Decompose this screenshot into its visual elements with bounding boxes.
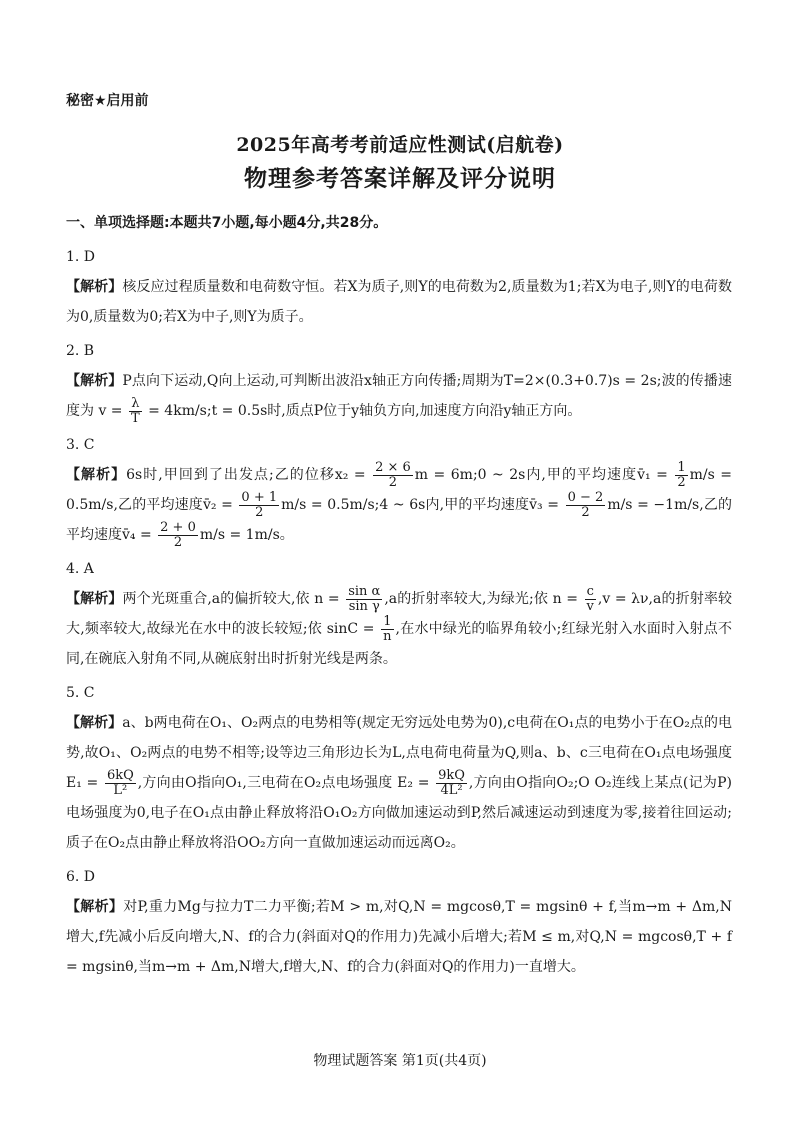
explanation-tag: 【解析】	[66, 899, 124, 915]
q3-text-4: m/s = 0.5m/s;4 ~ 6s内,甲的平均速度v̄₃ =	[281, 497, 564, 513]
q4-fraction-2	[585, 585, 596, 614]
fraction-numerator: sin α	[348, 583, 381, 599]
explanation-tag: 【解析】	[66, 373, 123, 389]
explanation-tag: 【解析】	[66, 279, 123, 295]
q1-text: 核反应过程质量数和电荷数守恒。若X为质子,则Y的电荷数为2,质量数为1;若X为电子,则Y的电荷数为0,质量数为0;若X为中子,则Y为质子。	[66, 279, 732, 325]
q6-answer: 6. D	[66, 869, 96, 885]
fraction-numerator: 0 − 2	[567, 489, 604, 505]
fraction-denominator: 2	[173, 534, 183, 550]
fraction-denominator: 2	[581, 504, 590, 520]
q4-text-3: ,v = λν,a的折射率较大,频率较大,故绿光在水中的波长较短;依 sinC =	[66, 591, 733, 637]
fraction-denominator: n	[383, 628, 392, 644]
fraction-numerator: 6kQ	[106, 767, 134, 783]
q5-text-2: ,方向由O指向O₁,三电荷在O₂点电场强度 E₂ =	[137, 775, 435, 791]
fraction-numerator: 2 + 0	[160, 519, 196, 535]
exam-title: 2025年高考考前适应性测试(启航卷)	[236, 134, 564, 156]
explanation-tag: 【解析】	[66, 467, 127, 483]
fraction-numerator: 0 + 1	[241, 489, 278, 505]
fraction-denominator: 2	[388, 474, 398, 490]
fraction-numerator: 1	[677, 459, 686, 475]
q3-fraction-4	[566, 491, 606, 520]
q4-answer: 4. A	[66, 561, 94, 577]
q4-fraction-1	[346, 585, 382, 614]
fraction-denominator: 2	[677, 474, 686, 490]
q3-answer: 3. C	[66, 437, 95, 453]
q3-fraction-1	[373, 461, 413, 490]
q3-text-6: m/s = 1m/s。	[199, 527, 294, 543]
q3-text-1: 6s时,甲回到了出发点;乙的位移x₂ =	[126, 467, 372, 483]
fraction-numerator: c	[585, 585, 596, 600]
q3-explanation	[66, 460, 732, 550]
fraction-denominator: v	[586, 598, 594, 614]
q5-text-1: a、b两电荷在O₁、O₂两点的电势相等(规定无穷远处电势为0),c电荷在O₁点的电势小于在O₂点的电势,故O₁、O₂两点的电势不相等;设等边三角形边长为L,点电荷电荷量为Q,则a、b、c三电荷在O₁点电场强度 E₁ =	[66, 715, 733, 791]
content	[66, 208, 732, 982]
q3-text-2: m = 6m;0 ~ 2s内,甲的平均速度v̄₁ =	[414, 467, 674, 483]
q3-fraction-5	[158, 521, 198, 550]
fraction-numerator: λ	[129, 397, 142, 412]
fraction-denominator: T	[131, 410, 140, 426]
q3-fraction-2	[675, 461, 687, 490]
q5-fraction-1	[105, 769, 136, 798]
explanation-tag: 【解析】	[66, 715, 123, 731]
q1-answer: 1. D	[66, 249, 96, 265]
q3-text-3: m/s = 0.5m/s,乙的平均速度v̄₂ =	[66, 467, 732, 513]
q2-fraction	[129, 397, 142, 426]
q4-explanation	[66, 584, 732, 674]
fraction-denominator: sin γ	[348, 598, 380, 614]
q2-answer: 2. B	[66, 343, 95, 359]
q1-explanation	[66, 272, 732, 332]
fraction-numerator: 9kQ	[438, 767, 465, 783]
q4-fraction-3	[381, 615, 393, 644]
q5-answer: 5. C	[66, 685, 95, 701]
explanation-tag: 【解析】	[66, 591, 123, 607]
fraction-numerator: 1	[381, 615, 393, 630]
q3-text-5: m/s = −1m/s,乙的平均速度v̄₄ =	[66, 497, 732, 543]
fraction-denominator: 2	[255, 504, 264, 520]
fraction-denominator: L²	[113, 782, 128, 798]
q3-fraction-3	[239, 491, 279, 520]
secret-label: 秘密★启用前	[66, 93, 149, 109]
q4-text-1: 两个光斑重合,a的偏折较大,依 n =	[122, 591, 345, 607]
q4-text-2: ,a的折射率较大,为绿光;依 n =	[384, 591, 583, 607]
q2-text-b: = 4km/s;t = 0.5s时,质点P位于y轴负方向,加速度方向沿y轴正方向。	[143, 403, 582, 419]
page-footer: 物理试题答案 第1页(共4页)	[313, 1053, 487, 1069]
fraction-numerator: 2 × 6	[375, 459, 411, 475]
q6-text: 对P,重力Mg与拉力T二力平衡;若M > m,对Q,N = mgcosθ,T = mgsinθ + f,当m→m + Δm,N增大,f先减小后反向增大,N、f的合力(斜面对Q的作用力)先减小后增大;若M ≤ m,对Q,N = mgcosθ,T + f = mgsinθ,当m→m + Δm,N增大,f增大,N、f的合力(斜面对Q的作用力)一直增大。	[66, 899, 732, 975]
q5-explanation	[66, 708, 732, 858]
q5-text-3: ,方向由O指向O₂;O O₂连线上某点(记为P)电场强度为0,电子在O₁点由静止释放将沿O₁O₂方向做加速运动到P,然后减速运动到速度为零,接着往回运动;质子在O₂点由静止释放将沿OO₂方向一直做加速运动而远离O₂。	[66, 775, 732, 851]
fraction-denominator: 4L²	[440, 782, 463, 798]
document-title: 物理参考答案详解及评分说明	[244, 166, 556, 192]
q2-explanation	[66, 366, 732, 426]
q4-text-4: ,在水中绿光的临界角较小;红绿光射入水面时入射点不同,在碗底入射角不同,从碗底射出时折射光线是两条。	[66, 621, 733, 667]
q2-text-a: P点向下运动,Q向上运动,可判断出波沿x轴正方向传播;周期为T=2×(0.3+0.7)s = 2s;波的传播速度为 v =	[66, 373, 732, 419]
q6-explanation	[66, 892, 732, 982]
section-heading: 一、单项选择题:本题共7小题,每小题4分,共28分。	[66, 215, 388, 231]
q5-fraction-2	[436, 769, 467, 798]
